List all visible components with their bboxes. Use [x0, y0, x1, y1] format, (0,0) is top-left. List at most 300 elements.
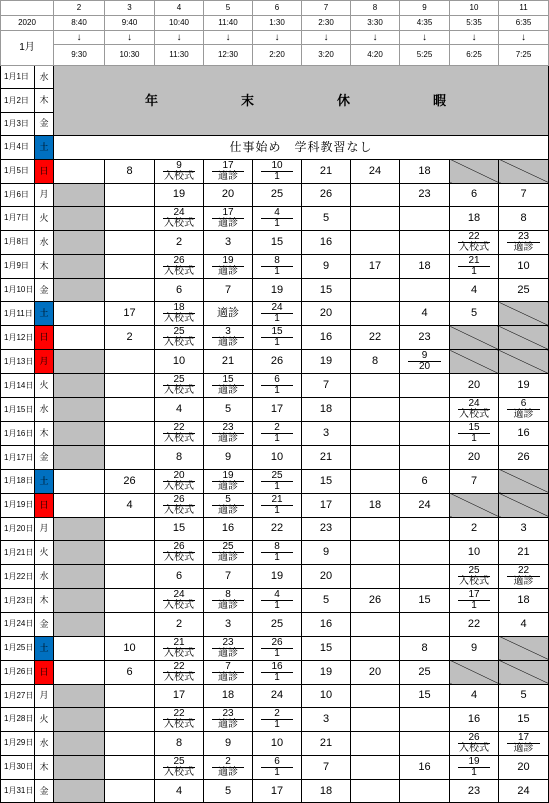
day-row: [1, 469, 549, 493]
lesson-cell: 18: [499, 589, 549, 613]
date-cell: 1月8日: [1, 230, 35, 254]
empty-cell: [400, 398, 450, 422]
lesson-number: 6: [261, 756, 293, 768]
lesson-cell: 8: [400, 636, 450, 660]
lesson-note: 1: [471, 766, 477, 778]
day-row: [1, 565, 549, 589]
weekday-cell: 木: [35, 254, 54, 278]
day-row: [1, 636, 549, 660]
empty-cell: [105, 779, 155, 802]
lesson-note: 入校式: [164, 433, 194, 445]
empty-cell: [105, 731, 155, 755]
empty-cell: [105, 206, 155, 230]
lesson-split-cell: [253, 374, 302, 398]
blocked-cell: [54, 183, 105, 206]
lesson-cell: 2: [155, 230, 204, 254]
empty-cell: [105, 446, 155, 469]
weekday-cell: 水: [35, 565, 54, 589]
lesson-cell: 8: [105, 159, 155, 183]
lesson-cell: 15: [400, 589, 450, 613]
day-row: [1, 350, 549, 374]
lesson-cell: 18: [351, 493, 400, 517]
lesson-split-cell: [253, 422, 302, 446]
empty-cell: [351, 374, 400, 398]
lesson-cell: 22: [450, 613, 499, 636]
empty-cell: [105, 517, 155, 540]
lesson-cell: 17: [253, 779, 302, 802]
unavailable-cell: [450, 326, 499, 350]
lesson-cell: 15: [302, 469, 351, 493]
period-start: 2:30: [302, 16, 351, 31]
lesson-number: 19: [458, 756, 490, 768]
lesson-number: 19: [212, 470, 244, 482]
lesson-note: 入校式: [459, 742, 489, 754]
weekday-cell: 水: [35, 398, 54, 422]
date-cell: 1月2日: [1, 89, 35, 112]
period-start: 11:40: [204, 16, 253, 31]
blocked-cell: [54, 613, 105, 636]
empty-cell: [54, 660, 105, 684]
lesson-number: 22: [163, 661, 195, 673]
unavailable-cell: [499, 159, 549, 183]
day-row: [1, 779, 549, 802]
date-cell: 1月27日: [1, 684, 35, 707]
lesson-cell: 10: [302, 684, 351, 707]
lesson-number: 4: [261, 589, 293, 601]
lesson-number: 17: [507, 732, 540, 744]
blocked-cell: [54, 254, 105, 278]
lesson-cell: 15: [400, 684, 450, 707]
lesson-number: 26: [163, 255, 195, 267]
lesson-cell: 24: [499, 779, 549, 802]
date-cell: 1月3日: [1, 112, 35, 135]
lesson-number: 24: [163, 589, 195, 601]
lesson-cell: 18: [450, 206, 499, 230]
lesson-note: 入校式: [164, 170, 194, 182]
date-cell: 1月12日: [1, 326, 35, 350]
day-row: [1, 398, 549, 422]
lesson-cell: 17: [105, 302, 155, 326]
lesson-cell: 23: [400, 183, 450, 206]
lesson-note: 1: [274, 480, 280, 492]
date-cell: 1月5日: [1, 159, 35, 183]
day-row: [1, 731, 549, 755]
empty-cell: [105, 230, 155, 254]
empty-cell: [400, 613, 450, 636]
date-cell: 1月21日: [1, 541, 35, 565]
period-number: 7: [302, 1, 351, 16]
empty-cell: [351, 206, 400, 230]
lesson-cell: 15: [302, 278, 351, 301]
lesson-split-cell: [155, 541, 204, 565]
lesson-split-cell: [253, 589, 302, 613]
lesson-note: 適診: [218, 265, 238, 277]
lesson-cell: 16: [302, 613, 351, 636]
weekday-cell: 水: [35, 731, 54, 755]
lesson-note: 1: [274, 170, 280, 182]
lesson-note: 適診: [513, 576, 534, 588]
lesson-cell: 9: [302, 254, 351, 278]
period-end: 10:30: [105, 45, 155, 66]
blocked-cell: [54, 541, 105, 565]
lesson-split-cell: [155, 422, 204, 446]
lesson-split-cell: [253, 469, 302, 493]
period-start: 9:40: [105, 16, 155, 31]
lesson-split-cell: [253, 326, 302, 350]
weekday-cell: 日: [35, 660, 54, 684]
weekday-cell: 日: [35, 493, 54, 517]
lesson-number: 25: [212, 541, 244, 553]
empty-cell: [105, 613, 155, 636]
lesson-split-cell: [253, 159, 302, 183]
blocked-cell: [54, 565, 105, 589]
weekday-cell: 土: [35, 469, 54, 493]
lesson-cell: 16: [204, 517, 253, 540]
empty-cell: [105, 707, 155, 731]
day-row: [1, 206, 549, 230]
lesson-number: 25: [458, 565, 490, 577]
lesson-split-cell: [499, 230, 549, 254]
day-row: [1, 446, 549, 469]
empty-cell: [351, 541, 400, 565]
empty-cell: [54, 493, 105, 517]
lesson-cell: 9: [302, 541, 351, 565]
lesson-cell: 26: [499, 446, 549, 469]
lesson-number: 2: [212, 756, 244, 768]
lesson-note: 入校式: [164, 718, 194, 730]
lesson-cell: 19: [499, 374, 549, 398]
lesson-cell: 5: [204, 779, 253, 802]
lesson-number: 9: [408, 350, 441, 362]
lesson-note: 入校式: [459, 241, 489, 253]
lesson-cell: 7: [499, 183, 549, 206]
empty-cell: [54, 302, 105, 326]
empty-cell: [351, 183, 400, 206]
lesson-number: 8: [212, 589, 244, 601]
lesson-cell: 8: [351, 350, 400, 374]
holiday-char: 暇: [432, 93, 447, 109]
lesson-cell: 15: [253, 230, 302, 254]
unavailable-cell: [499, 469, 549, 493]
date-cell: 1月9日: [1, 254, 35, 278]
day-row: [1, 159, 549, 183]
lesson-note: 入校式: [164, 217, 194, 229]
period-number: 4: [155, 1, 204, 16]
empty-cell: [400, 446, 450, 469]
period-start: 3:30: [351, 16, 400, 31]
date-cell: 1月17日: [1, 446, 35, 469]
date-cell: 1月22日: [1, 565, 35, 589]
lesson-split-cell: [499, 731, 549, 755]
lesson-split-cell: [204, 326, 253, 350]
lesson-cell: 3: [204, 613, 253, 636]
lesson-note: 1: [274, 671, 280, 683]
empty-cell: [105, 755, 155, 779]
lesson-cell: 19: [253, 278, 302, 301]
lesson-split-cell: [450, 422, 499, 446]
day-row: [1, 326, 549, 350]
month-label: 1月: [1, 31, 54, 66]
unavailable-cell: [499, 660, 549, 684]
lesson-cell: 2: [155, 613, 204, 636]
day-row: [1, 66, 549, 89]
lesson-note: 入校式: [164, 265, 194, 277]
lesson-number: 25: [163, 374, 195, 386]
lesson-number: 26: [261, 637, 293, 649]
lesson-cell: 3: [302, 707, 351, 731]
lesson-cell: 20: [204, 183, 253, 206]
day-row: [1, 422, 549, 446]
day-row: [1, 230, 549, 254]
lesson-split-cell: [204, 541, 253, 565]
lesson-number: 17: [212, 160, 244, 172]
empty-cell: [400, 779, 450, 802]
lesson-cell: 5: [302, 589, 351, 613]
lesson-cell: 24: [253, 684, 302, 707]
period-end: 7:25: [499, 45, 549, 66]
lesson-cell: 6: [155, 565, 204, 589]
period-end: 12:30: [204, 45, 253, 66]
date-cell: 1月28日: [1, 707, 35, 731]
empty-cell: [54, 326, 105, 350]
lesson-cell: 9: [204, 446, 253, 469]
empty-cell: [400, 517, 450, 540]
lesson-split-cell: [155, 589, 204, 613]
empty-cell: [400, 565, 450, 589]
holiday-label: [54, 94, 548, 107]
lesson-cell: 26: [253, 350, 302, 374]
lesson-cell: 26: [351, 589, 400, 613]
lesson-split-cell: [253, 541, 302, 565]
work-start-banner: 仕事始め 学科教習なし: [54, 136, 549, 159]
lesson-cell: 9: [204, 731, 253, 755]
lesson-note: 適診: [513, 241, 534, 253]
lesson-cell: 23: [450, 779, 499, 802]
lesson-cell: 6: [450, 183, 499, 206]
day-row: [1, 517, 549, 540]
lesson-number: 23: [212, 637, 244, 649]
unavailable-cell: [450, 493, 499, 517]
lesson-cell: 4: [400, 302, 450, 326]
period-number: 11: [499, 1, 549, 16]
lesson-split-cell: [499, 398, 549, 422]
lesson-split-cell: [204, 254, 253, 278]
lesson-cell: 4: [450, 278, 499, 301]
lesson-cell: 5: [204, 398, 253, 422]
lesson-cell: 10: [499, 254, 549, 278]
empty-cell: [105, 541, 155, 565]
lesson-note: 入校式: [164, 647, 194, 659]
lesson-cell: 10: [253, 446, 302, 469]
lesson-number: 26: [458, 732, 490, 744]
empty-cell: [351, 302, 400, 326]
unavailable-cell: [450, 660, 499, 684]
lesson-cell: 15: [302, 636, 351, 660]
lesson-cell: 7: [302, 755, 351, 779]
blocked-cell: [54, 707, 105, 731]
lesson-split-cell: [400, 350, 450, 374]
lesson-number: 21: [261, 494, 293, 506]
period-end: 11:30: [155, 45, 204, 66]
blocked-cell: [54, 684, 105, 707]
lesson-note: 1: [471, 265, 477, 277]
empty-cell: [400, 541, 450, 565]
lesson-cell: 8: [155, 731, 204, 755]
lesson-number: 21: [458, 255, 490, 267]
empty-cell: [105, 350, 155, 374]
date-cell: 1月25日: [1, 636, 35, 660]
lesson-number: 10: [261, 160, 293, 172]
blocked-cell: [54, 517, 105, 540]
empty-cell: [105, 589, 155, 613]
date-cell: 1月13日: [1, 350, 35, 374]
lesson-split-cell: [450, 398, 499, 422]
date-cell: 1月4日: [1, 136, 35, 159]
lesson-cell: 4: [155, 398, 204, 422]
lesson-cell: 3: [499, 517, 549, 540]
date-cell: 1月29日: [1, 731, 35, 755]
period-start: 5:35: [450, 16, 499, 31]
date-cell: 1月26日: [1, 660, 35, 684]
lesson-split-cell: [204, 755, 253, 779]
lesson-split-cell: [450, 755, 499, 779]
date-cell: 1月11日: [1, 302, 35, 326]
day-row: [1, 254, 549, 278]
blocked-cell: [54, 422, 105, 446]
lesson-cell: 23: [400, 326, 450, 350]
lesson-note: 適診: [218, 671, 238, 683]
empty-cell: [351, 517, 400, 540]
holiday-char: 休: [336, 93, 351, 109]
lesson-cell: 25: [253, 613, 302, 636]
lesson-cell: 20: [450, 446, 499, 469]
period-start: 4:35: [400, 16, 450, 31]
lesson-split-cell: [253, 755, 302, 779]
down-arrow-icon: ↓: [499, 31, 549, 45]
year-label: 2020: [1, 16, 54, 31]
lesson-note: 入校式: [164, 337, 194, 349]
lesson-cell: 22: [351, 326, 400, 350]
empty-cell: [400, 731, 450, 755]
date-cell: 1月14日: [1, 374, 35, 398]
lesson-note: 適診: [218, 170, 238, 182]
lesson-cell: 21: [302, 159, 351, 183]
empty-cell: [105, 374, 155, 398]
lesson-cell: 4: [450, 684, 499, 707]
lesson-note: 1: [274, 766, 280, 778]
lesson-split-cell: [155, 469, 204, 493]
lesson-number: 23: [212, 708, 244, 720]
lesson-cell: 26: [302, 183, 351, 206]
lesson-note: 適診: [218, 217, 238, 229]
empty-cell: [351, 565, 400, 589]
lesson-cell: 18: [400, 159, 450, 183]
lesson-cell: 10: [253, 731, 302, 755]
holiday-block: [54, 66, 549, 136]
empty-cell: [351, 230, 400, 254]
lesson-number: 22: [163, 708, 195, 720]
lesson-cell: 16: [499, 422, 549, 446]
weekday-cell: 金: [35, 278, 54, 301]
date-cell: 1月18日: [1, 469, 35, 493]
lesson-note: 1: [274, 217, 280, 229]
down-arrow-icon: ↓: [105, 31, 155, 45]
lesson-split-cell: [204, 374, 253, 398]
weekday-cell: 金: [35, 613, 54, 636]
lesson-note: 適診: [218, 718, 238, 730]
empty-cell: [400, 422, 450, 446]
day-row: [1, 374, 549, 398]
down-arrow-icon: ↓: [400, 31, 450, 45]
unavailable-cell: [499, 326, 549, 350]
down-arrow-icon: ↓: [253, 31, 302, 45]
blocked-cell: [54, 731, 105, 755]
lesson-cell: 5: [499, 684, 549, 707]
lesson-split-cell: [204, 159, 253, 183]
blocked-cell: [54, 755, 105, 779]
lesson-split-cell: [155, 707, 204, 731]
lesson-split-cell: [155, 660, 204, 684]
lesson-cell: 19: [302, 660, 351, 684]
day-row: [1, 589, 549, 613]
lesson-split-cell: [155, 374, 204, 398]
lesson-cell: 16: [302, 326, 351, 350]
holiday-char: 末: [240, 93, 255, 109]
lesson-cell: 25: [400, 660, 450, 684]
down-arrow-icon: ↓: [54, 31, 105, 45]
down-arrow-icon: ↓: [351, 31, 400, 45]
weekday-cell: 火: [35, 374, 54, 398]
period-end: 6:25: [450, 45, 499, 66]
unavailable-cell: [499, 493, 549, 517]
lesson-split-cell: [253, 254, 302, 278]
lesson-cell: 5: [302, 206, 351, 230]
period-start: 8:40: [54, 16, 105, 31]
weekday-cell: 月: [35, 183, 54, 206]
day-row: [1, 183, 549, 206]
lesson-split-cell: [450, 731, 499, 755]
blocked-cell: [54, 350, 105, 374]
empty-cell: [54, 636, 105, 660]
lesson-number: 22: [458, 231, 490, 243]
empty-cell: [400, 230, 450, 254]
empty-cell: [351, 469, 400, 493]
empty-cell: [54, 469, 105, 493]
down-arrow-icon: ↓: [155, 31, 204, 45]
period-number: 8: [351, 1, 400, 16]
lesson-note: 1: [274, 313, 280, 325]
day-row: [1, 302, 549, 326]
lesson-note: 入校式: [164, 480, 194, 492]
weekday-cell: 土: [35, 636, 54, 660]
lesson-number: 24: [458, 398, 490, 410]
lesson-cell: 18: [302, 398, 351, 422]
weekday-cell: 木: [35, 89, 54, 112]
lesson-note: 適診: [218, 385, 238, 397]
lesson-split-cell: [204, 636, 253, 660]
lesson-cell: 7: [204, 278, 253, 301]
lesson-note: 適診: [513, 742, 534, 754]
weekday-cell: 金: [35, 779, 54, 802]
lesson-cell: 7: [302, 374, 351, 398]
lesson-cell: 16: [302, 230, 351, 254]
weekday-cell: 木: [35, 422, 54, 446]
lesson-number: 23: [507, 231, 540, 243]
lesson-number: 17: [458, 589, 490, 601]
lesson-cell: 26: [105, 469, 155, 493]
lesson-cell: 21: [204, 350, 253, 374]
lesson-note: 入校式: [164, 313, 194, 325]
